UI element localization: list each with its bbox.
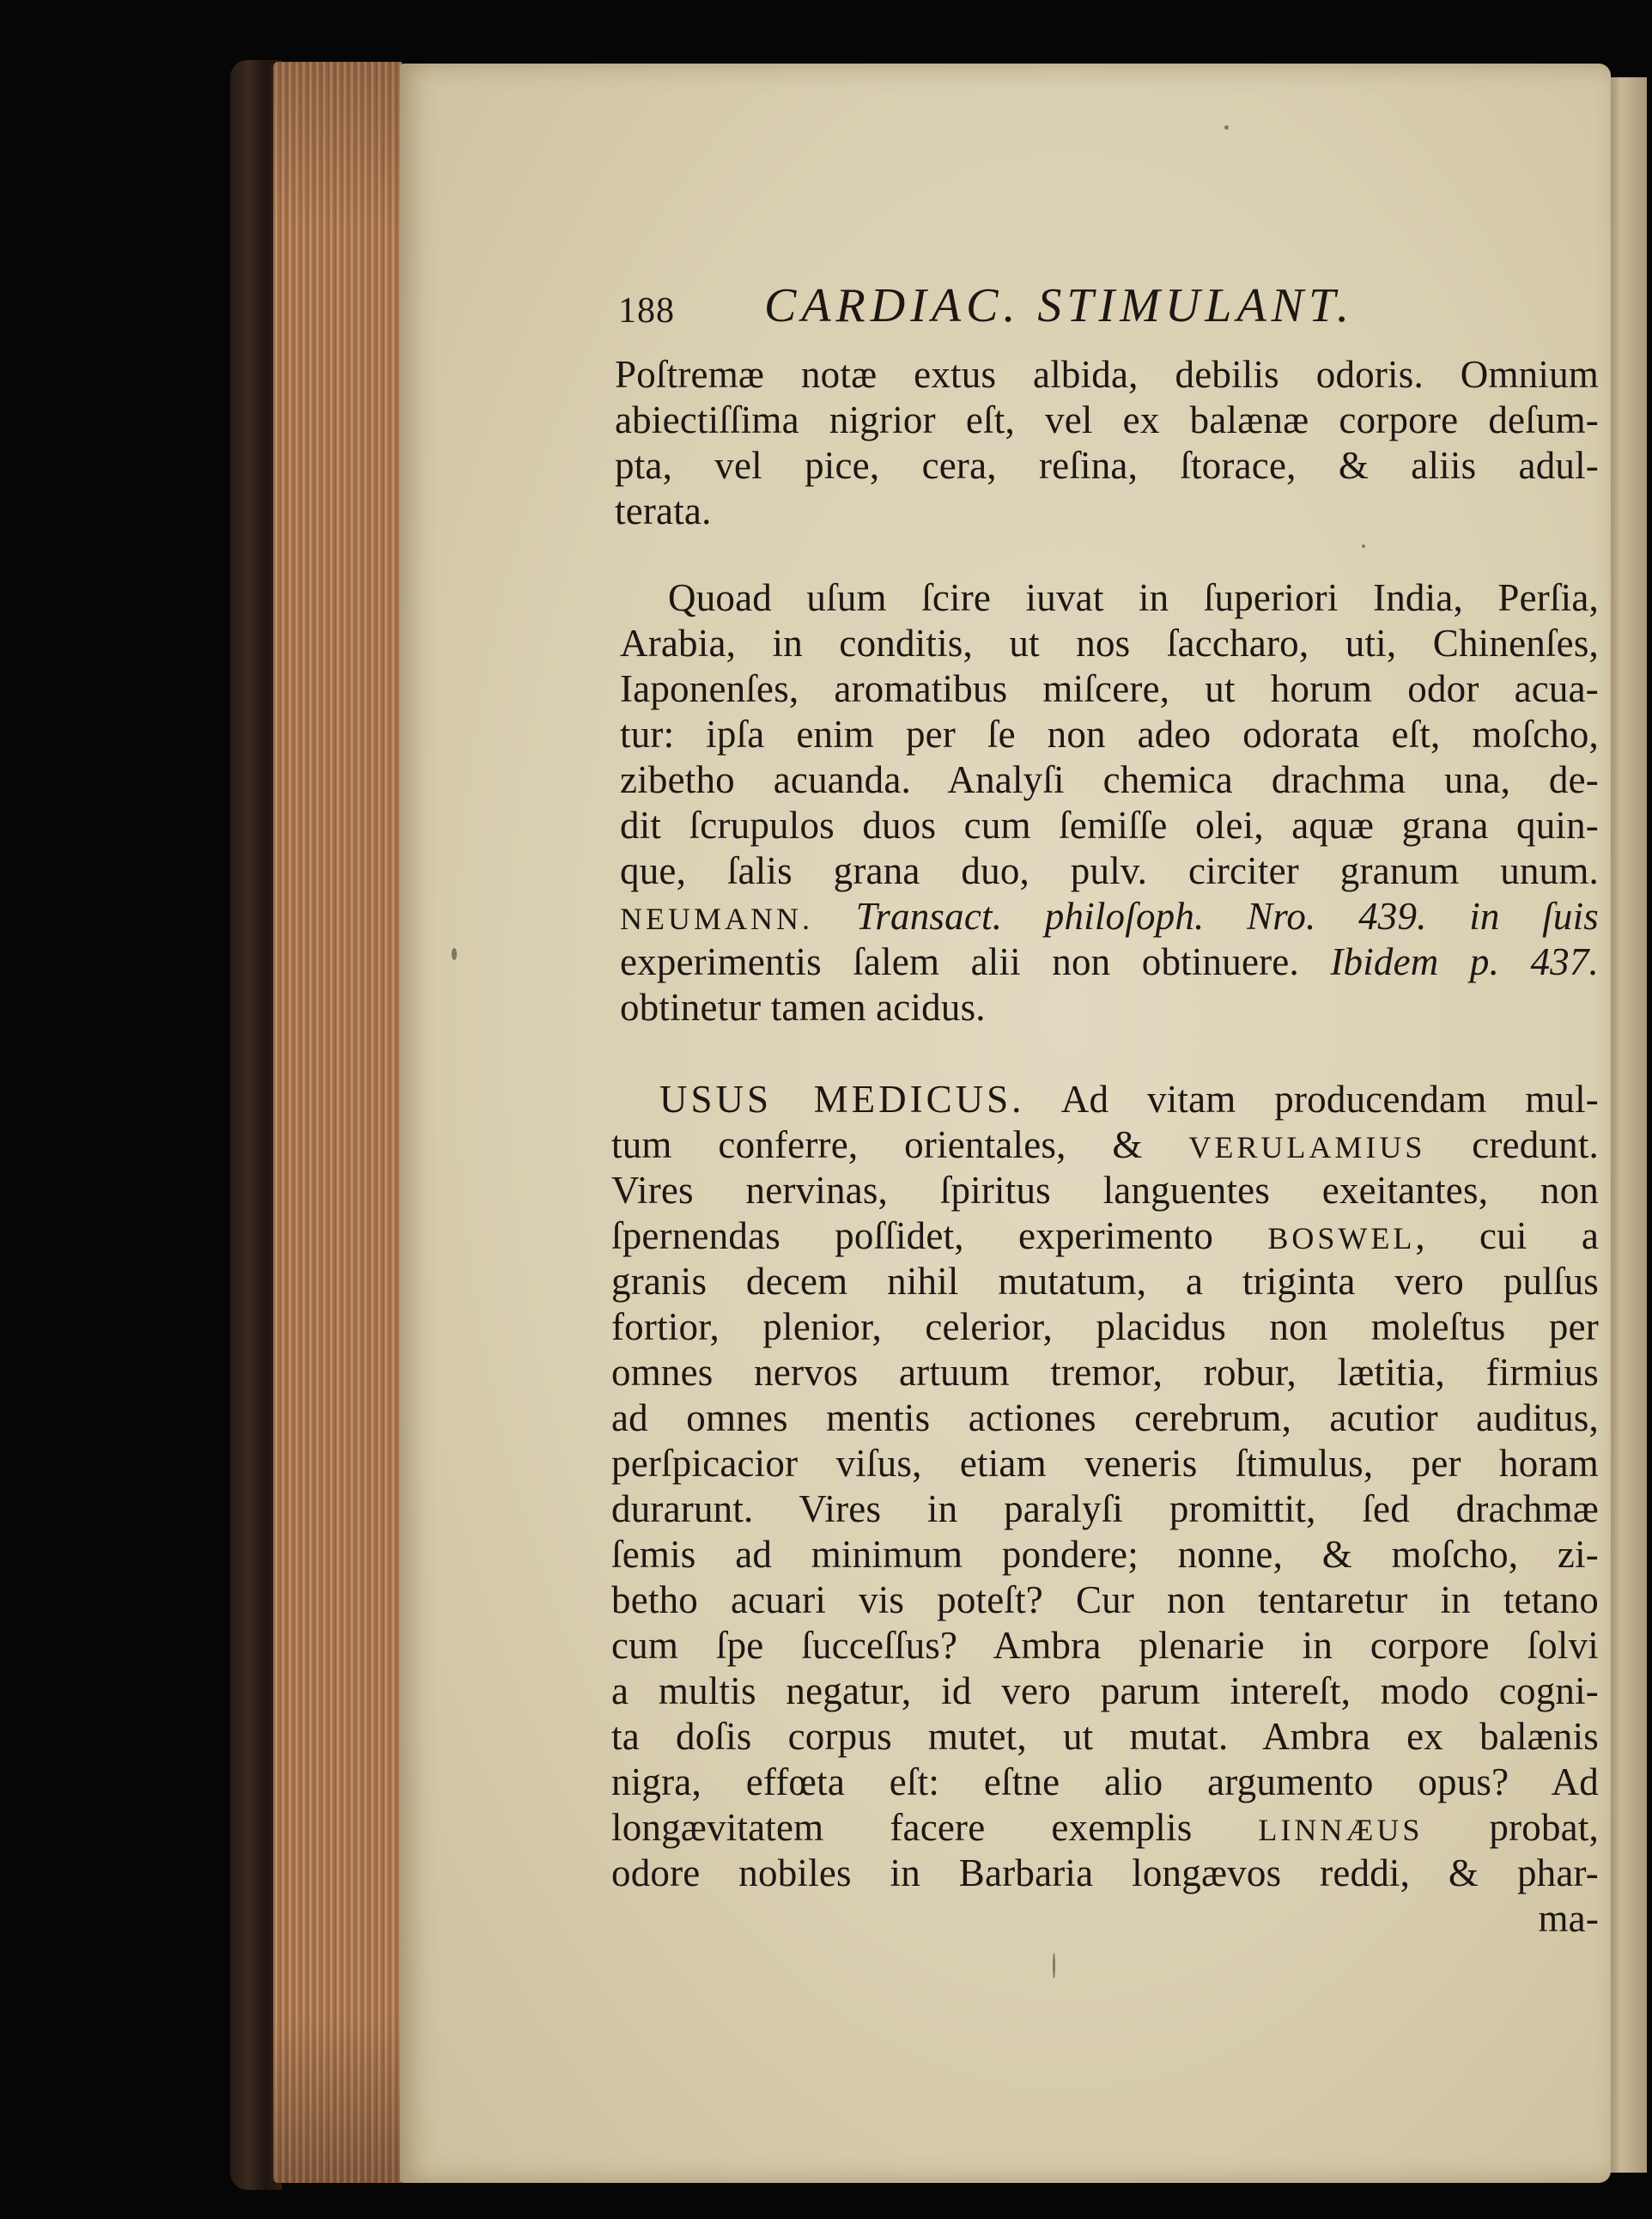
text-line: fortior, plenior, celerior, placidus non moleſtus per [611, 1305, 1599, 1348]
ibidem-reference: Ibidem p. 437. [1330, 940, 1599, 983]
text-fragment: experimentis ſalem alii non obtinuere. [620, 940, 1299, 983]
page-number: 188 [618, 291, 675, 331]
text-line: abiectiſſima nigrior eſt, vel ex balænæ corpore deſum- [615, 398, 1599, 441]
catchword: ma- [1538, 1897, 1599, 1940]
text-line: perſpicacior viſus, etiam veneris ſtimulus, per horam [611, 1442, 1599, 1485]
text-line-verulamius [611, 1122, 1599, 1168]
citation-text: Transact. philoſoph. Nro. 439. in ſuis [855, 895, 1599, 938]
text-line: obtinetur tamen acidus. [620, 986, 986, 1029]
paragraph-3 [611, 1077, 1599, 1942]
paper-speck [1224, 125, 1229, 130]
text-line-ibidem [620, 939, 1599, 985]
text-line: ad omnes mentis actiones cerebrum, acutior auditus, [611, 1396, 1599, 1439]
paragraph-2 [620, 575, 1599, 1030]
text-fragment: longævitatem facere exemplis [611, 1806, 1193, 1849]
author-verulamius: VERULAMIUS [1188, 1130, 1426, 1164]
text-line: que, ſalis grana duo, pulv. circiter granum unum. [620, 849, 1599, 892]
text-line: durarunt. Vires in paralyſi promittit, ſed drachmæ [611, 1487, 1599, 1530]
paper-speck [452, 948, 457, 960]
page-text [400, 64, 1611, 2183]
text-fragment: probat, [1489, 1806, 1599, 1849]
text-line: zibetho acuanda. Analyſi chemica drachma una, de- [620, 758, 1599, 801]
paper-speck [1053, 1953, 1055, 1979]
text-fragment: Ad vitam producendam mul- [1060, 1078, 1599, 1121]
text-line: cum ſpe ſucceſſus? Ambra plenarie in corpore ſolvi [611, 1624, 1599, 1667]
author-boswel: BOSWEL [1267, 1221, 1416, 1255]
text-fragment: , cui a [1415, 1214, 1599, 1257]
page-header [618, 278, 1563, 330]
text-line: dit ſcrupulos duos cum ſemiſſe olei, aquæ grana quin- [620, 804, 1599, 847]
author-neumann: NEUMANN. [620, 902, 813, 936]
text-fragment: tum conferre, orientales, & [611, 1123, 1143, 1166]
text-line-citation [620, 894, 1599, 939]
text-fragment: credunt. [1472, 1123, 1599, 1166]
text-line: granis decem nihil mutatum, a triginta vero pulſus [611, 1260, 1599, 1303]
running-head: CARDIAC. STIMULANT. [764, 279, 1354, 332]
section-heading: USUS MEDICUS. [659, 1078, 1025, 1121]
text-line: omnes nervos artuum tremor, robur, lætitia, firmius [611, 1351, 1599, 1394]
text-line: ta doſis corpus mutet, ut mutat. Ambra ex balænis [611, 1715, 1599, 1758]
text-line: Quoad uſum ſcire iuvat in ſuperiori India, Perſia, [668, 576, 1599, 619]
text-line-linnaeus [611, 1805, 1599, 1851]
paragraph-1 [615, 352, 1599, 534]
text-line: Arabia, in conditis, ut nos ſaccharo, uti, Chinenſes, [620, 622, 1599, 665]
text-line: Vires nervinas, ſpiritus languentes exeitantes, non [611, 1169, 1599, 1212]
page-edges [273, 62, 402, 2183]
paper-speck [1362, 544, 1365, 548]
text-line: Poſtremæ notæ extus albida, debilis odoris. Omnium [615, 353, 1599, 396]
text-line: odore nobiles in Barbaria longævos reddi, & phar- [611, 1851, 1599, 1894]
text-fragment: ſpernendas poſſidet, experimento [611, 1214, 1214, 1257]
text-line: a multis negatur, id vero parum intereſt, modo cogni- [611, 1669, 1599, 1712]
text-line: tur: ipſa enim per ſe non adeo odorata eſt, moſcho, [620, 713, 1599, 756]
text-line: ſemis ad minimum pondere; nonne, & moſcho, zi- [611, 1533, 1599, 1576]
text-line: pta, vel pice, cera, reſina, ſtorace, & aliis adul- [615, 444, 1599, 487]
text-line-heading [611, 1077, 1599, 1122]
text-line: terata. [615, 489, 712, 532]
text-line-boswel [611, 1213, 1599, 1259]
text-line: nigra, effœta eſt: eſtne alio argumento opus? Ad [611, 1760, 1599, 1803]
author-linnaeus: LINNÆUS [1258, 1813, 1424, 1847]
text-line: betho acuari vis poteſt? Cur non tentaretur in tetano [611, 1578, 1599, 1621]
text-line: Iaponenſes, aromatibus miſcere, ut horum odor acua- [620, 667, 1599, 710]
book-page [400, 64, 1611, 2183]
